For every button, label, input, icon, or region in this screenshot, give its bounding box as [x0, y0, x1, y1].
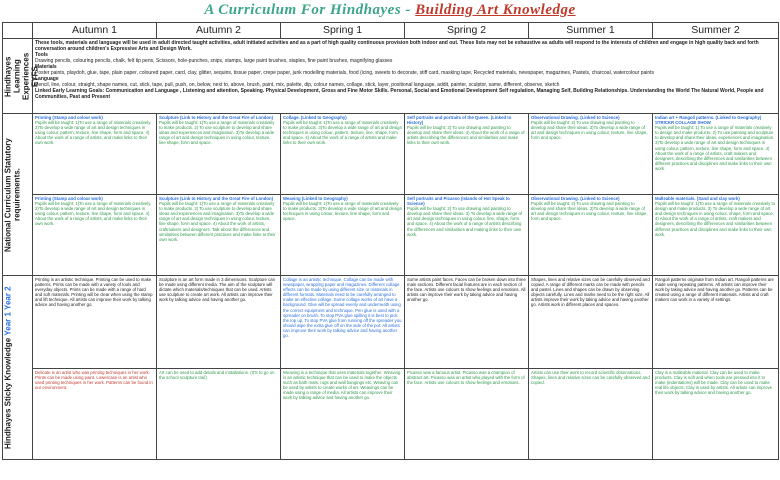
eyfs-row: [3, 39, 779, 114]
k1-autumn-2: Sculpture is an art form made in 3 dimensions. Sculpture can be made using different media. The aim of the sculpture will dictate which materials/techniques that can be used. Artists use sculpture to create art work. All artists can improve their work by talking advice and having another go.: [157, 276, 281, 369]
nc2-summer-1: Observational Drawing. (Linked to Science) Pupils will be taught: 2) To use drawing and painting to develop and share their ideas. 3)To develop a wide range of art and design techniques in using colour, texture, line shape, form and space.: [529, 195, 653, 276]
eyfs-materials: Poster paints, playdoh, glue, tape, plain paper, coloured paper, card, clay, glitter, sequins, tissue paper, crepe paper, junk modelling materials, food (icing, sweets to decorate, stiff card, masking tape, Recycled materials, newspaper, magazines, Pastels, charcoal, watercolour paints: [35, 70, 655, 76]
eyfs-goals: Linked Early Learning Goals: Communication and Language , Listening and attention, Speaking. Physical Development, Gross and Fine Motor Skills. Personal, Social and Emotional Development Self regulation, Managing Self, Building Relationships. Understanding the World The Natural World, People and Communities, Past and Present: [35, 88, 764, 100]
nc1-summer-1: Observational Drawing. (Linked to Science) Pupils will be taught: 2) To use drawing and painting to develop and share their ideas. 3)To develop a wide range of art and design techniques in using colour, texture, line shape, form and space.: [529, 114, 653, 195]
eyfs-content: [33, 39, 779, 114]
eyfs-language: Pencil, line, colour, straight, shape names, cut, stick, tape, pull, push, on, below, next to, above, brush, paint, mix, palette, dip, colour names, collage, stick, layer, positional language, addit, painter, sculptor, same, different, observe, sketch: [35, 82, 560, 88]
k1-spring-1: Collage is an artistic technique. Collage can be made with newspaper, wrapping paper and magazines. Different collage effects can be made by using different size or materials in different formats. Materials need to be carefully arranged to make an effective collage. Some collage works of art have a background. Glue will be spread evenly and underneath using the correct equipment and technique. Pen glue is used with a spreader on brush. To stop PVA glue spilling it is best to pick the top up. To stop PVA glue from running off the spreader you should wipe the extra glue off on the side of the pot. All artists can improve their work by talking advice and having another go.: [281, 276, 405, 369]
k2-autumn-1: Delicate is an artist who was printing techniques in her work. Prints can be made using paint. Lowercase is an artist who used printing techniques in her work. Patterns can be found in our environment.: [33, 369, 157, 460]
header-spring-1: Spring 1: [281, 23, 405, 39]
k2-spring-1: Weaving is a technique that uses materials together. Weaving is an artistic technique that can be used to make the objects such as bath mats, rugs and wall hangings etc. Weaving can be used by artists to create works of art. Weavings can be made using a range of media. All artists can improve their work by talking advice and having another go.: [281, 369, 405, 460]
nc1-autumn-1: Printing (Stamp and colour work) Pupils will be taught: 1)To use a range of materials creatively. 2)To develop a wide range of art and design techniques in using colour, pattern, texture, line shape, form and space. 4) About the work of a range of artists, and make links to their own work.: [33, 114, 157, 195]
page-title: [0, 2, 780, 19]
curriculum-table: [2, 22, 779, 460]
header-autumn-1: Autumn 1: [33, 23, 157, 39]
eyfs-tools-heading: Tools: [35, 52, 48, 58]
eyfs-side-label: Hindhayes Learning Experiences EYFS: [3, 39, 33, 114]
nc-row-1: [3, 114, 779, 195]
nc2-summer-2: Malleable materials. (Sand and clay work) Pupils will be taught: 1)To use a range of materials creatively to design and make products. 3) To develop a wide range of art and design techniques in using colour, shape, form and space. 4) About the work of a range of artists, craft makers and designers, describing the differences and similarities between different practices and disciplines and make links to their own work.: [653, 195, 779, 276]
k1-summer-2: Rangoli patterns originate from Indian art. Rangoli patterns are made using repeating patterns. All artists can improve their work by taking advice and having another go. Patterns can be created using a range of different materials. Artists and craft makers can work in a variety of settings.: [653, 276, 779, 369]
nc1-summer-2: Indian art + Rangoli patterns. (Linked to Geography) STRICKR COLLAGE SHOW Pupils will be taught: 1) To use a range of materials creatively to design and make products. 2) To use painting and sculpture to develop and share their ideas, experiences and imagination. 3)To develop a wide range of art and design techniques in using colour, pattern, texture, line shape, form and space. 4) About the work of a range of artists, craft makers and designers, describing the differences and similarities between different practices and disciplines and make links to their own work.: [653, 114, 779, 195]
k2-spring-2: Picasso was a famous artist. Picasso was a champion of abstract art. Picasso was an artist who played with the form of the face. Artists use colours to show feelings and emotions.: [405, 369, 529, 460]
corner-cell: [3, 23, 33, 39]
k1-summer-1: Shapes, lines and relative sizes can be carefully observed and copied. A range of different marks can be made with pencils and pastel. Lines and shapes can be drawn by observing objects carefully. Lines and marks need to be the right size. All artists improve their work by taking advice and having another go. Artists work in different places and spaces.: [529, 276, 653, 369]
eyfs-tools: Drawing pencils, colouring pencils, chalk, felt tip pens, Scissors, hole-punches, snips, stamps, large paint brushes, staples, fine paint brushes, magnifying glasses: [35, 58, 393, 64]
nc2-spring-1: Weaving (Linked to Geography) Pupils will be taught: 1)To use a range of materials creatively to make products. 3)To develop a wide range of art and design techniques in using colour, texture, line shape, form and space.: [281, 195, 405, 276]
eyfs-intro: These tools, materials and language will be used in adult directed taught activities, adult initiated activities and as a part of high quality continuous provision both indoor and out. These lists may not be exhaustive as adults will respond to the interests of children and engage in high quality back and forth conversation around children's Expressive Arts and Design Work.: [35, 40, 759, 52]
header-row: [3, 23, 779, 39]
eyfs-language-heading: Language: [35, 76, 59, 82]
knowledge-side-label: Hindhayes Sticky Knowledge Year 1 Year 2: [3, 276, 33, 460]
header-summer-1: Summer 1: [529, 23, 653, 39]
k2-summer-1: Artists can use their work to record scientific observations. Shapes, lines and relative sizes can be carefully observed and copied.: [529, 369, 653, 460]
knowledge-row-year-2: [3, 369, 779, 460]
k2-autumn-2: Art can be used to add details and installations. (It'S to go on the school sculpture trail): [157, 369, 281, 460]
nc1-spring-1: Collage. (Linked to Geography) Pupils will be taught: 1)To use a range of materials creatively to make products. 3)To develop a wide range of art and design techniques in using colour, pattern, texture, line, shape, form and space. 4) About the work of a range of artists and make links to their own work.: [281, 114, 405, 195]
k1-spring-2: Some artists paint faces. Faces can be broken down into three main sections. Different facial features are in each section of the face. Artists use colours to show feelings and emotions. All artists can improve their work by taking advice and having another go.: [405, 276, 529, 369]
k2-summer-2: Clay is a malleable material. Clay can be used to make products. Clay is soft and when tools are pressed into it to make (indentations) will be made. Clay can be used to make real life objects. Clay is used by artists. All artists can improve their work by talking advice and having another go.: [653, 369, 779, 460]
header-autumn-2: Autumn 2: [157, 23, 281, 39]
nc2-spring-2: Self portraits and Picasso (Islands of Hot Speak to Science) Pupils will be taught: 2) To use drawing and painting to develop and share their ideas. 3) To develop a wide range of art and design techniques in using colour, line, shape, form and space. 4) About the work of a range of artists describing the differences and similarities and making links to their own work.: [405, 195, 529, 276]
nc2-autumn-1: Printing (Stamp and colour work) Pupils will be taught: 1)To use a range of materials creatively. 2)To develop a wide range of art and design techniques in using colour, pattern, texture, line shape, form and space. 4) About the work of a range of artists, and make links to their own work.: [33, 195, 157, 276]
eyfs-materials-heading: Materials: [35, 64, 57, 70]
nc2-autumn-2: Sculpture (Link to History and the Great Fire of London) Pupils will be taught: 1)To use a range of materials creatively to make products. 2) To use sculpture to develop and share ideas and experiences and imagination. 3)To develop a wide range of art and design techniques in using colour, texture, line shape, form and space. 4) About the work of artists, craftmakers and designers. Talk about the differences and similarities between different practices and make links to their own work.: [157, 195, 281, 276]
title-highlight: Building Art Knowledge: [415, 2, 576, 18]
nc1-autumn-2: Sculpture (Link to History and the Great Fire of London) Pupils will be taught: 1)To use a range of materials creatively to make products. 2) To use sculpture to develop and share ideas and experiences and imagination. 3)To develop a wide range of art and design techniques in using colour, texture, line shape, form and space.: [157, 114, 281, 195]
nc-row-2: [3, 195, 779, 276]
k1-autumn-1: Printing is an artistic technique. Printing can be used to make patterns. Prints can be made with a variety of tools and everyday objects. Prints can be made with a range of hard and soft materials. Printing will be clear when using the stamp and lift technique. All artists can improve their work by talking advice and having another go.: [33, 276, 157, 369]
header-summer-2: Summer 2: [653, 23, 779, 39]
title-text: A Curriculum For Hindhayes -: [204, 2, 416, 18]
nc1-spring-2: Self portraits and portraits of the Queen. (Linked to History) Pupils will be taught: 2) To use drawing and painting to develop and share their ideas. 4) About the work of a range of artists describing the differences and similarities and make links to their own work.: [405, 114, 529, 195]
header-spring-2: Spring 2: [405, 23, 529, 39]
knowledge-row-year-1: [3, 276, 779, 369]
nc-side-label: National Curriculum Statutory requirements.: [3, 114, 33, 276]
